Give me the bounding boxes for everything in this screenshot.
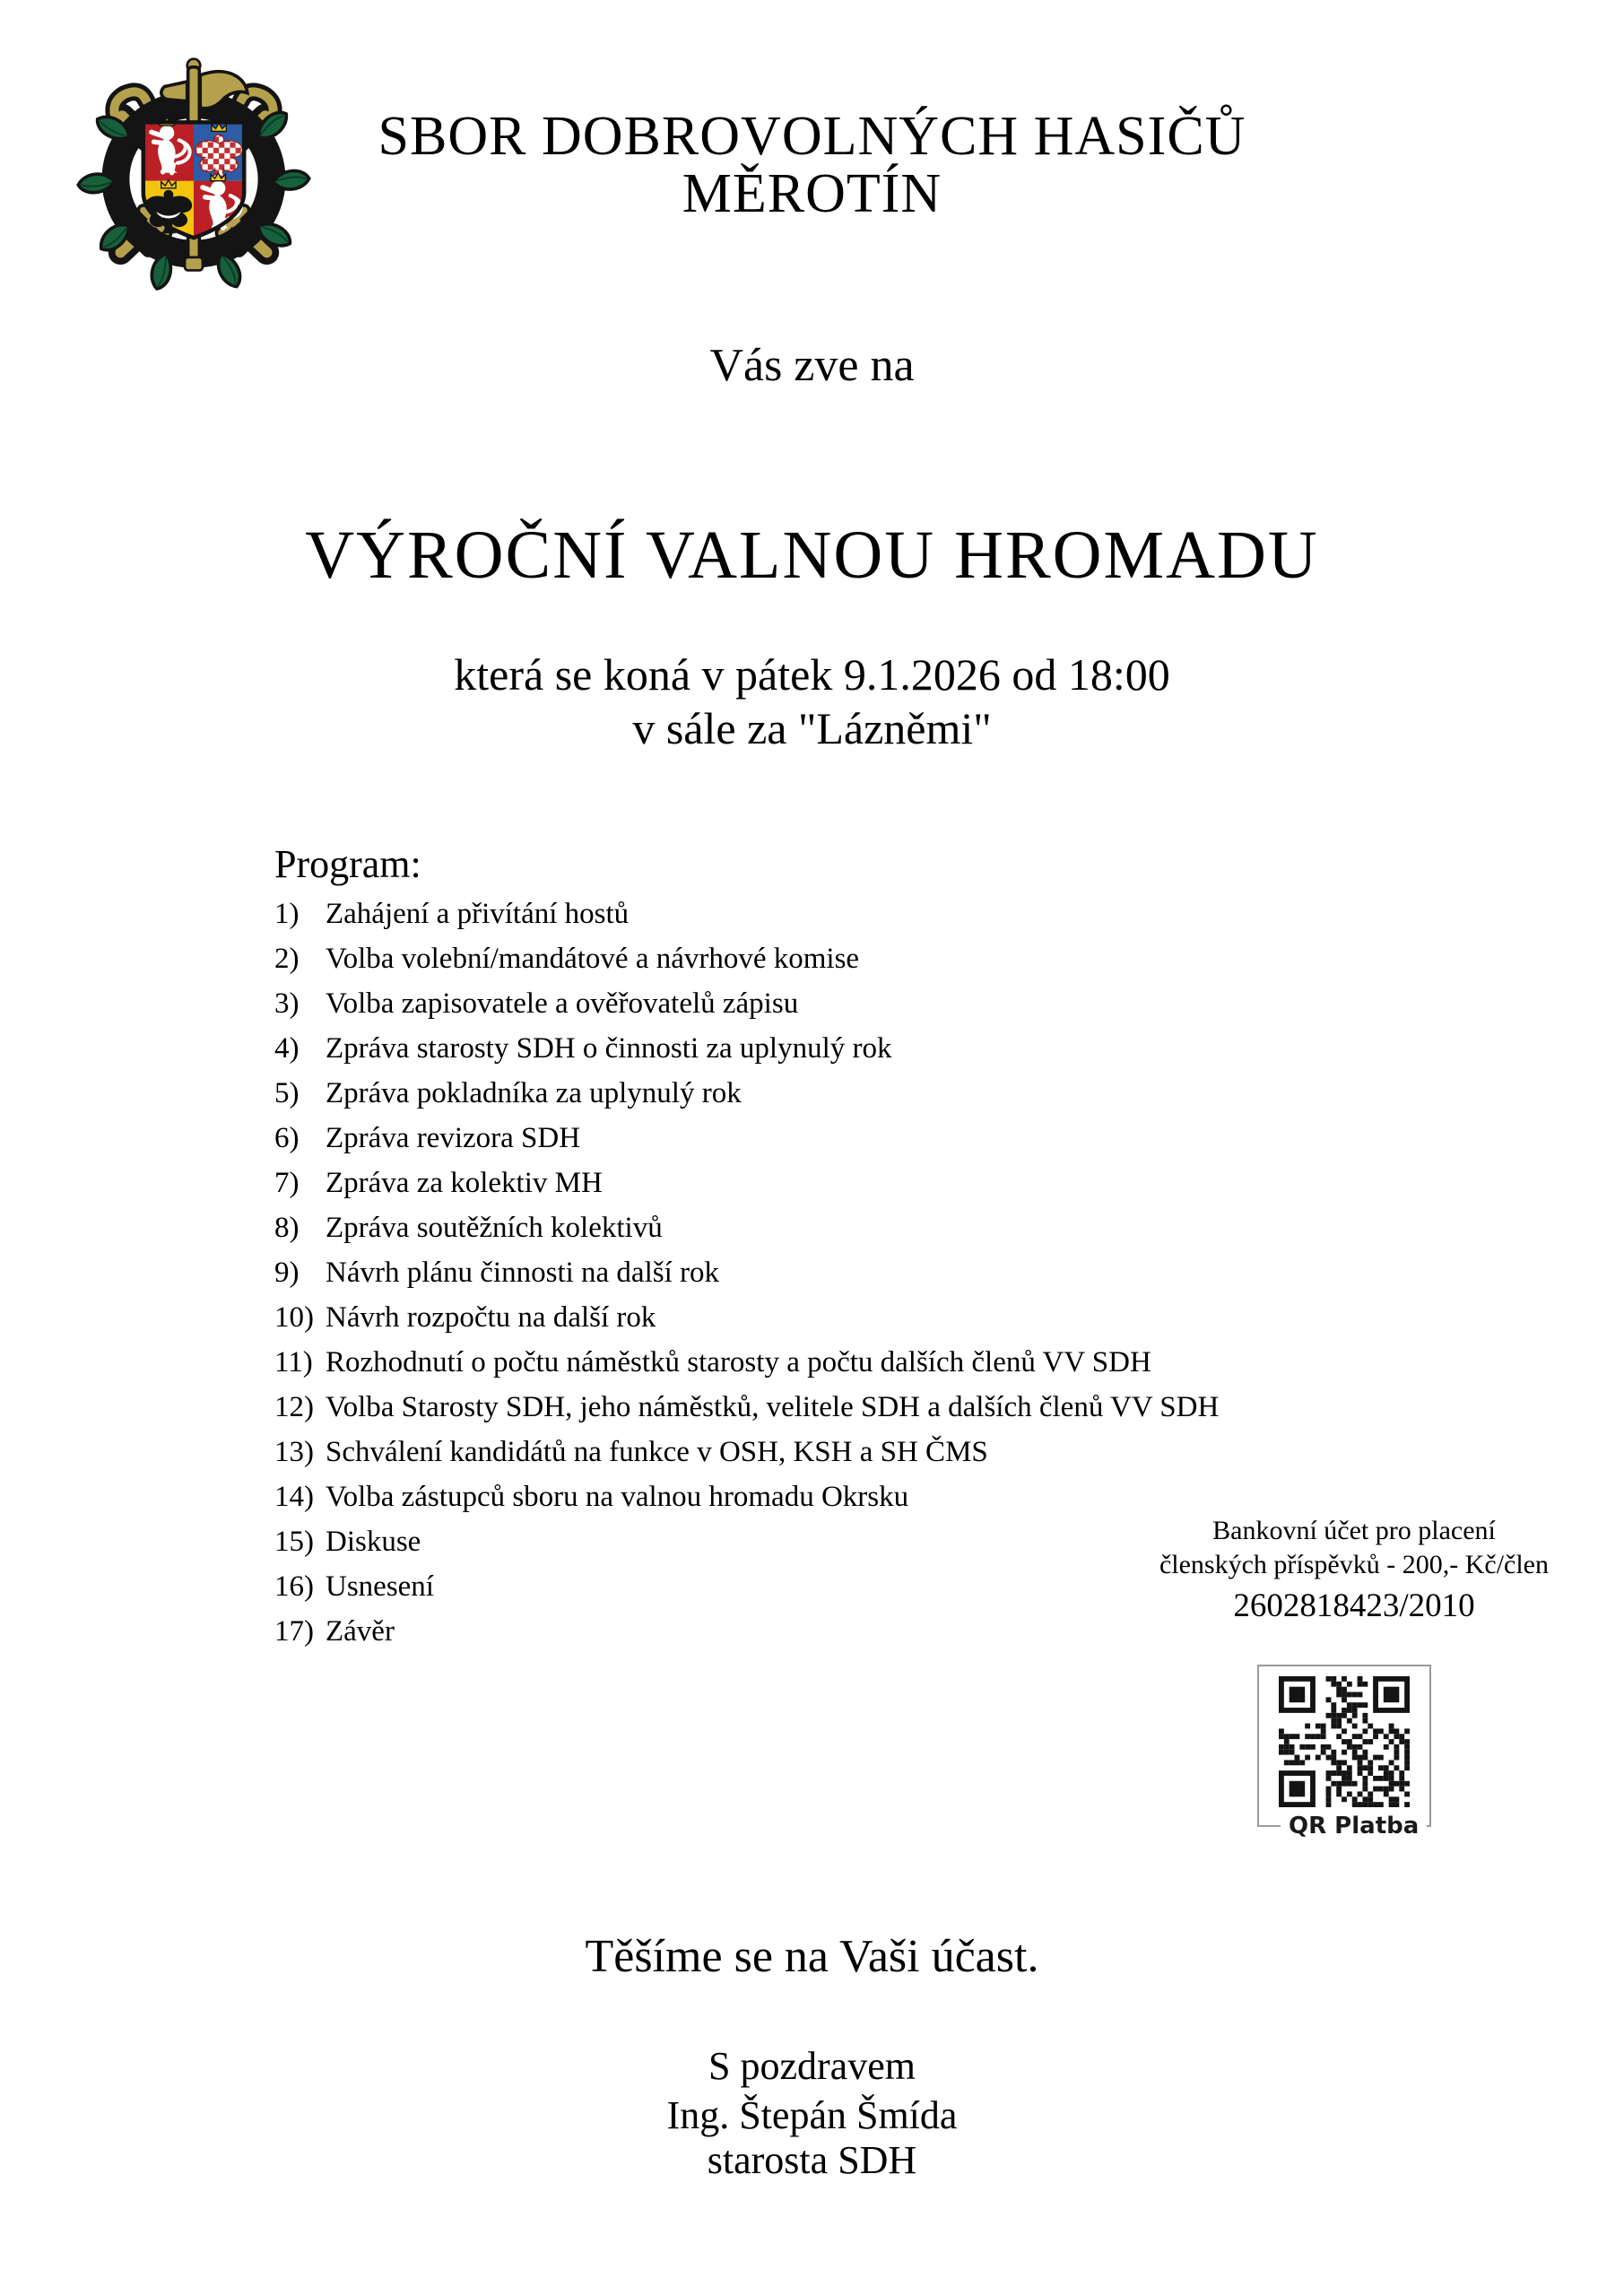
item-text: Usnesení (326, 1570, 434, 1603)
item-number: 11) (274, 1345, 313, 1378)
program-item (274, 1430, 1219, 1474)
item-number: 15) (274, 1525, 314, 1558)
program-item (274, 1116, 1219, 1161)
item-number: 6) (274, 1121, 300, 1154)
program-item (274, 1161, 1219, 1205)
item-number: 9) (274, 1256, 300, 1289)
item-text: Volba zástupců sboru na valnou hromadu Okrsku (326, 1480, 909, 1513)
item-number: 2) (274, 942, 300, 975)
payment-note-line2: členských příspěvků - 200,- Kč/člen (1159, 1550, 1550, 1579)
qr-payment-label: QR Platba (1281, 1813, 1427, 1839)
item-number: 1) (274, 897, 300, 930)
item-text: Zpráva za kolektiv MH (326, 1166, 603, 1199)
program-item (274, 1340, 1219, 1385)
program-item (274, 936, 1219, 981)
event-when-where (0, 648, 1624, 755)
item-number: 13) (274, 1435, 314, 1468)
program-item (274, 1026, 1219, 1071)
program-item (274, 1205, 1219, 1250)
item-number: 10) (274, 1300, 314, 1334)
program-item (274, 891, 1219, 936)
item-text: Volba volební/mandátové a návrhové komise (326, 942, 860, 975)
item-number: 3) (274, 987, 300, 1020)
program-item (274, 1295, 1219, 1340)
event-title: VÝROČNÍ VALNOU HROMADU (305, 517, 1319, 593)
org-name-block (0, 108, 1624, 222)
event-date-time: která se koná v pátek 9.1.2026 od 18:00 (454, 649, 1170, 700)
item-text: Zpráva pokladníka za uplynulý rok (326, 1076, 742, 1109)
item-text: Volba Starosty SDH, jeho náměstků, velitele SDH a dalších členů VV SDH (326, 1390, 1220, 1423)
bank-account-number: 2602818423/2010 (1233, 1587, 1475, 1624)
item-text: Závěr (326, 1614, 395, 1648)
item-text: Zahájení a přivítání hostů (326, 897, 630, 930)
item-text: Zpráva starosty SDH o činnosti za uplynulý rok (326, 1031, 892, 1065)
item-number: 4) (274, 1031, 300, 1065)
signature-block (0, 2093, 1624, 2183)
item-number: 12) (274, 1390, 314, 1423)
item-number: 17) (274, 1614, 314, 1648)
payment-info (1076, 1514, 1624, 1627)
payment-note-line1: Bankovní účet pro placení (1212, 1516, 1496, 1545)
closing-thanks: Těšíme se na Vaši účast. (585, 1931, 1039, 1982)
item-text: Návrh rozpočtu na další rok (326, 1300, 656, 1334)
org-name-line1: SBOR DOBROVOLNÝCH HASIČŮ (378, 106, 1246, 167)
program-heading: Program: (274, 842, 421, 886)
signature-name: Ing. Štepán Šmída (666, 2093, 958, 2137)
program-item (274, 981, 1219, 1026)
item-number: 8) (274, 1211, 300, 1244)
invite-intro: Vás zve na (709, 340, 915, 391)
item-text: Diskuse (326, 1525, 421, 1558)
event-venue: v sále za "Lázněmi" (632, 703, 992, 753)
item-text: Volba zapisovatele a ověřovatelů zápisu (326, 987, 799, 1020)
item-number: 16) (274, 1570, 314, 1603)
org-name-line2: MĚROTÍN (682, 163, 942, 224)
closing-regards: S pozdravem (708, 2044, 916, 2088)
qr-payment-box (1257, 1665, 1431, 1839)
item-text: Rozhodnutí o počtu náměstků starosty a počtu dalších členů VV SDH (326, 1345, 1151, 1378)
program-item (274, 1474, 1219, 1519)
item-text: Zpráva revizora SDH (326, 1121, 581, 1154)
program-item (274, 1385, 1219, 1430)
item-text: Schválení kandidátů na funkce v OSH, KSH a SH ČMS (326, 1435, 988, 1468)
signature-role: starosta SDH (707, 2138, 917, 2182)
item-number: 7) (274, 1166, 300, 1199)
item-number: 5) (274, 1076, 300, 1109)
item-text: Zpráva soutěžních kolektivů (326, 1211, 663, 1244)
item-number: 14) (274, 1480, 314, 1513)
program-item (274, 1071, 1219, 1116)
qr-code-icon (1279, 1676, 1410, 1807)
item-text: Návrh plánu činnosti na další rok (326, 1256, 719, 1289)
program-item (274, 1250, 1219, 1295)
